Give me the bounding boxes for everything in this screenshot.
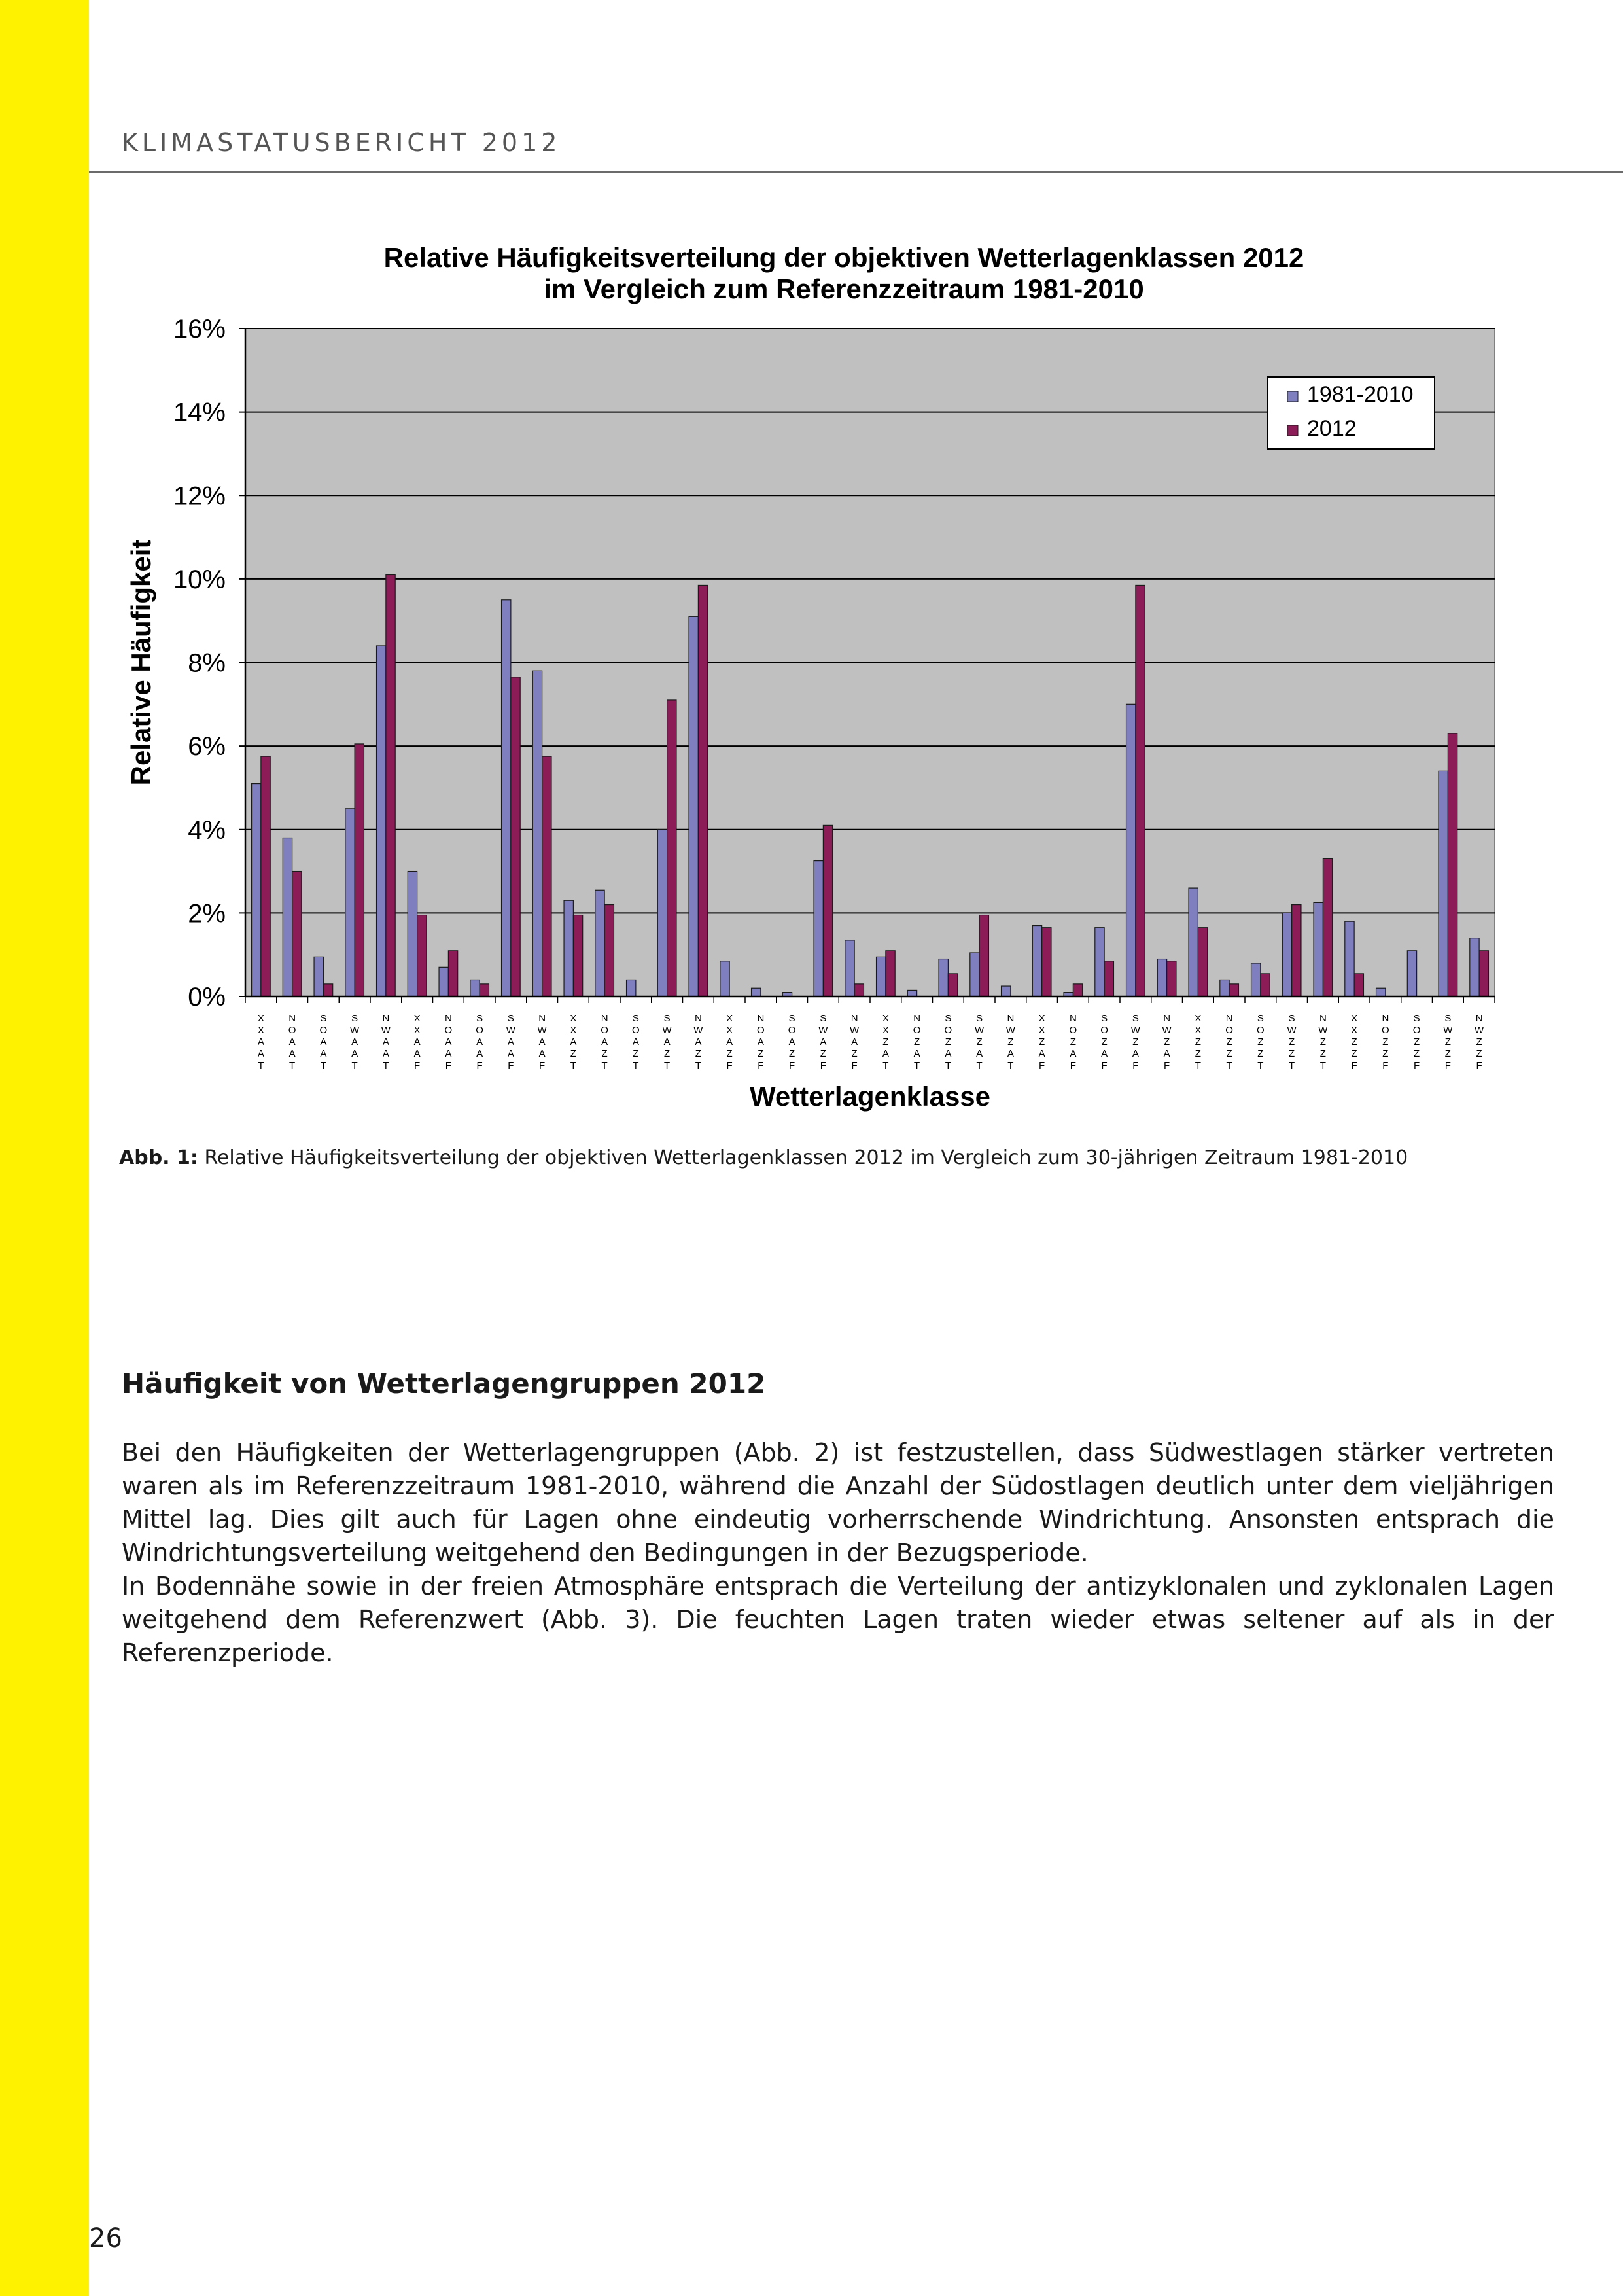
y-tick-label: 8%: [188, 648, 226, 678]
x-tick-label: N W Z Z F: [1475, 1013, 1484, 1071]
bar: [1095, 928, 1104, 997]
x-tick-label: N O Z A T: [913, 1013, 921, 1071]
caption-text: Relative Häufigkeitsverteilung der objektiven Wetterlagenklassen 2012 im Vergleich zum 30-jährigen Zeitraum 1981-2010: [204, 1146, 1408, 1169]
body-text: [122, 1436, 1554, 1670]
x-tick-label: X X Z Z T: [1195, 1013, 1202, 1071]
bar: [604, 905, 614, 997]
x-tick-label: S O Z A F: [1100, 1013, 1108, 1071]
bar: [355, 744, 364, 997]
bar: [667, 700, 676, 997]
y-tick-label: 4%: [188, 815, 226, 845]
x-tick-label: S W A A T: [350, 1013, 360, 1071]
bar: [377, 646, 386, 997]
paragraph-1: Bei den Häufigkeiten der Wetterlagengruppen (Abb. 2) ist festzustellen, dass Südwestlagen stärker vertreten waren als im Referenzzeitraum 1981-2010, während die Anzahl der Südostlagen deutlich unter dem vieljährigen Mittel lag. Dies gilt auch für Lagen ohne eindeutig vorherrschende Windrichtung. Ansonsten entsprach die Windrichtungsverteilung weitgehend den Bedingungen in der Bezugsperiode.: [122, 1438, 1554, 1567]
legend-label: 1981-2010: [1307, 382, 1414, 407]
x-tick-label: N O A Z F: [757, 1013, 765, 1071]
bar: [283, 838, 292, 997]
bar: [1292, 905, 1301, 997]
bar: [979, 915, 988, 997]
bar: [573, 915, 582, 997]
bar: [480, 984, 489, 997]
x-tick-label: X X Z A F: [1038, 1013, 1045, 1071]
bar: [595, 890, 604, 997]
y-tick-label: 0%: [188, 983, 226, 1012]
x-tick-label: S W A A F: [506, 1013, 515, 1071]
x-tick-label: N W A Z T: [693, 1013, 703, 1071]
x-tick-label: N O A A T: [288, 1013, 296, 1071]
bar: [657, 830, 667, 997]
bar: [417, 915, 427, 997]
y-tick-label: 2%: [188, 899, 226, 928]
bar: [689, 616, 698, 997]
x-tick-label: S W Z Z T: [1287, 1013, 1297, 1071]
x-tick-label: N W A A T: [381, 1013, 391, 1071]
bar: [1126, 704, 1136, 997]
bar: [1189, 888, 1198, 997]
header-rule: [89, 171, 1623, 173]
bar: [1479, 951, 1488, 997]
x-tick-label: N W A Z F: [850, 1013, 860, 1071]
bar: [1376, 988, 1386, 997]
bar: [439, 967, 448, 997]
x-tick-label: N O A Z T: [601, 1013, 608, 1071]
bar: [470, 980, 480, 997]
bar: [1439, 771, 1448, 997]
y-tick-label: 16%: [173, 315, 226, 344]
x-tick-label: S W A Z F: [818, 1013, 828, 1071]
bar: [698, 585, 707, 997]
bar: [1136, 585, 1145, 997]
legend-swatch: [1287, 425, 1298, 436]
bar: [1198, 928, 1207, 997]
bar: [877, 957, 886, 997]
bar: [1470, 938, 1479, 997]
bar: [448, 951, 457, 997]
x-tick-label: S W A Z T: [662, 1013, 672, 1071]
bar: [386, 574, 395, 997]
bar: [532, 671, 542, 997]
x-tick-label: N W Z A F: [1162, 1013, 1172, 1071]
y-tick-label: 12%: [173, 482, 226, 511]
x-axis-label: Wetterlagenklasse: [749, 1081, 991, 1112]
bar: [1157, 959, 1166, 997]
x-tick-label: S O A Z T: [632, 1013, 640, 1071]
bar: [1251, 963, 1261, 997]
y-tick-label: 6%: [188, 732, 226, 762]
x-tick-label: S O A A F: [476, 1013, 483, 1071]
bar: [323, 984, 332, 997]
bar: [345, 809, 355, 997]
y-tick-label: 10%: [173, 565, 226, 594]
bar: [1314, 902, 1323, 997]
x-tick-label: S O A A T: [319, 1013, 328, 1071]
bar: [1104, 961, 1113, 997]
bar: [292, 872, 302, 997]
y-tick-label: 14%: [173, 398, 226, 427]
x-tick-label: X X A Z T: [570, 1013, 577, 1071]
x-tick-label: N O Z Z F: [1382, 1013, 1389, 1071]
x-tick-label: X X Z Z F: [1351, 1013, 1358, 1071]
section-heading: Häufigkeit von Wetterlagengruppen 2012: [122, 1368, 766, 1400]
running-header: KLIMASTATUSBERICHT 2012: [122, 128, 561, 157]
x-tick-label: N W Z Z T: [1318, 1013, 1328, 1071]
x-tick-label: N W Z A T: [1005, 1013, 1015, 1071]
x-tick-label: S O Z A T: [944, 1013, 952, 1071]
bar: [854, 984, 864, 997]
x-tick-label: S O Z Z T: [1257, 1013, 1265, 1071]
x-tick-label: S W Z Z F: [1443, 1013, 1453, 1071]
bar: [1354, 974, 1363, 997]
legend-swatch: [1287, 391, 1298, 402]
page-number: 26: [89, 2223, 122, 2253]
bar: [939, 959, 948, 997]
bar: [1042, 928, 1051, 997]
bar: [1261, 974, 1270, 997]
bar: [627, 980, 636, 997]
bar: [1229, 984, 1238, 997]
bar: [1167, 961, 1176, 997]
bar: [948, 974, 957, 997]
yellow-margin-bar: [0, 0, 89, 2296]
bar: [1282, 913, 1291, 997]
x-tick-label: X X A A T: [257, 1013, 264, 1071]
y-axis-label: Relative Häufigkeit: [126, 539, 156, 786]
bar: [1448, 733, 1457, 997]
bar: [542, 756, 551, 997]
bar: [1032, 926, 1041, 997]
legend-label: 2012: [1307, 416, 1357, 441]
bar: [886, 951, 895, 997]
bar: [511, 677, 520, 997]
bar: [1323, 858, 1332, 997]
x-tick-label: S W Z A T: [975, 1013, 985, 1071]
bar: [720, 961, 729, 997]
figure-caption: [119, 1146, 1558, 1169]
bar: [408, 872, 417, 997]
bar: [314, 957, 323, 997]
bar: [252, 784, 261, 997]
x-tick-label: X X Z A T: [882, 1013, 889, 1071]
bar: [823, 825, 832, 997]
bar-chart: [105, 216, 1518, 1119]
bar: [1345, 921, 1354, 997]
bar: [502, 600, 511, 997]
bar: [1407, 951, 1416, 997]
x-tick-label: N O A A F: [444, 1013, 453, 1071]
x-tick-label: N O Z Z T: [1225, 1013, 1233, 1071]
bar: [907, 990, 916, 997]
bar: [814, 861, 823, 997]
paragraph-2: In Bodennähe sowie in der freien Atmosphäre entsprach die Verteilung der antizyklonalen und zyklonalen Lagen weitgehend dem Referenzwert (Abb. 3). Die feuchten Lagen traten wieder etwas seltener auf als in der Referenzperiode.: [122, 1572, 1554, 1667]
x-tick-label: N O Z A F: [1069, 1013, 1077, 1071]
chart-title: Relative Häufigkeitsverteilung der objektiven Wetterlagenklassen 2012: [383, 242, 1304, 273]
x-tick-label: X X A A F: [413, 1013, 421, 1071]
bar: [1073, 984, 1082, 997]
x-tick-label: N W A A F: [537, 1013, 547, 1071]
caption-label: Abb. 1:: [119, 1146, 198, 1169]
bar: [564, 900, 573, 997]
x-tick-label: S O A Z F: [788, 1013, 796, 1071]
bar: [261, 756, 270, 997]
x-tick-label: S O Z Z F: [1412, 1013, 1421, 1071]
bar: [1220, 980, 1229, 997]
x-tick-label: S W Z A F: [1130, 1013, 1140, 1071]
bar: [1002, 986, 1011, 997]
bar: [752, 988, 761, 997]
bar: [970, 953, 979, 997]
x-tick-label: X X A Z F: [726, 1013, 733, 1071]
chart-subtitle: im Vergleich zum Referenzzeitraum 1981-2010: [544, 274, 1144, 304]
bar: [845, 940, 854, 997]
